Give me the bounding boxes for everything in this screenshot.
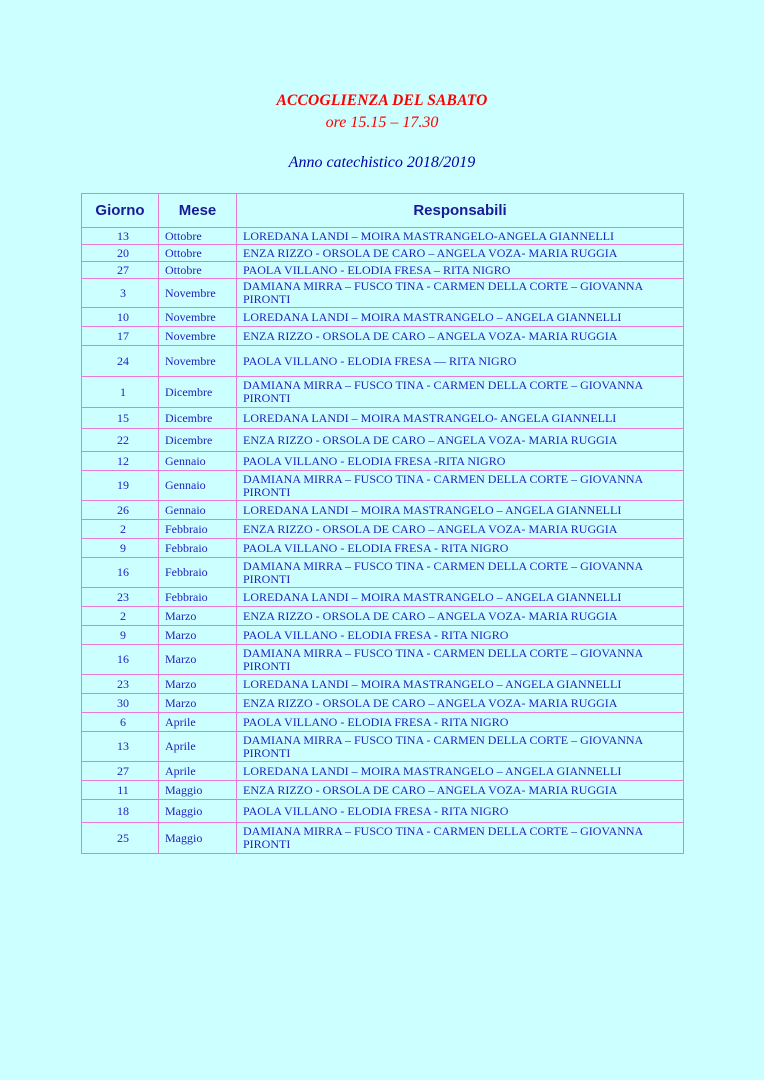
day-cell: 18 xyxy=(82,800,159,823)
responsabili-cell: LOREDANA LANDI – MOIRA MASTRANGELO – ANGELA GIANNELLI xyxy=(237,501,684,520)
table-row xyxy=(82,377,684,408)
month-cell: Febbraio xyxy=(159,558,237,588)
day-cell: 12 xyxy=(82,452,159,471)
day-cell: 16 xyxy=(82,558,159,588)
responsabili-cell: LOREDANA LANDI – MOIRA MASTRANGELO – ANGELA GIANNELLI xyxy=(237,675,684,694)
table-row xyxy=(82,539,684,558)
table-row xyxy=(82,308,684,327)
month-cell: Gennaio xyxy=(159,501,237,520)
month-cell: Marzo xyxy=(159,607,237,626)
day-cell: 25 xyxy=(82,823,159,854)
table-row xyxy=(82,694,684,713)
responsabili-cell: ENZA RIZZO - ORSOLA DE CARO – ANGELA VOZA- MARIA RUGGIA xyxy=(237,327,684,346)
table-row xyxy=(82,732,684,762)
catechism-year: Anno catechistico 2018/2019 xyxy=(288,154,476,171)
responsabili-cell: DAMIANA MIRRA – FUSCO TINA - CARMEN DELLA CORTE – GIOVANNA PIRONTI xyxy=(237,279,684,308)
day-cell: 23 xyxy=(82,588,159,607)
table-row xyxy=(82,346,684,377)
responsabili-cell: ENZA RIZZO - ORSOLA DE CARO – ANGELA VOZA- MARIA RUGGIA xyxy=(237,245,684,262)
month-cell: Febbraio xyxy=(159,539,237,558)
table-row xyxy=(82,501,684,520)
table-row xyxy=(82,607,684,626)
day-cell: 11 xyxy=(82,781,159,800)
table-row xyxy=(82,262,684,279)
table-row xyxy=(82,327,684,346)
responsabili-cell: DAMIANA MIRRA – FUSCO TINA - CARMEN DELLA CORTE – GIOVANNA PIRONTI xyxy=(237,645,684,675)
table-row xyxy=(82,452,684,471)
day-cell: 16 xyxy=(82,645,159,675)
month-cell: Novembre xyxy=(159,279,237,308)
month-cell: Aprile xyxy=(159,732,237,762)
month-cell: Marzo xyxy=(159,675,237,694)
table-row xyxy=(82,675,684,694)
table-row xyxy=(82,626,684,645)
day-cell: 6 xyxy=(82,713,159,732)
month-cell: Febbraio xyxy=(159,520,237,539)
table-row xyxy=(82,408,684,429)
day-cell: 24 xyxy=(82,346,159,377)
table-row xyxy=(82,713,684,732)
table-row xyxy=(82,429,684,452)
responsabili-cell: LOREDANA LANDI – MOIRA MASTRANGELO- ANGELA GIANNELLI xyxy=(237,408,684,429)
table-row xyxy=(82,781,684,800)
month-cell: Dicembre xyxy=(159,429,237,452)
responsabili-cell: LOREDANA LANDI – MOIRA MASTRANGELO – ANGELA GIANNELLI xyxy=(237,588,684,607)
month-cell: Aprile xyxy=(159,713,237,732)
month-cell: Dicembre xyxy=(159,408,237,429)
table-row xyxy=(82,558,684,588)
responsabili-cell: ENZA RIZZO - ORSOLA DE CARO – ANGELA VOZA- MARIA RUGGIA xyxy=(237,429,684,452)
month-cell: Marzo xyxy=(159,626,237,645)
day-cell: 15 xyxy=(82,408,159,429)
month-cell: Gennaio xyxy=(159,452,237,471)
day-cell: 20 xyxy=(82,245,159,262)
responsabili-cell: DAMIANA MIRRA – FUSCO TINA - CARMEN DELLA CORTE – GIOVANNA PIRONTI xyxy=(237,732,684,762)
time-range: ore 15.15 – 17.30 xyxy=(325,114,439,131)
month-cell: Marzo xyxy=(159,645,237,675)
day-cell: 13 xyxy=(82,228,159,245)
month-cell: Maggio xyxy=(159,800,237,823)
month-cell: Gennaio xyxy=(159,471,237,501)
responsabili-cell: LOREDANA LANDI – MOIRA MASTRANGELO – ANGELA GIANNELLI xyxy=(237,308,684,327)
table-row xyxy=(82,588,684,607)
table-row xyxy=(82,762,684,781)
responsabili-cell: ENZA RIZZO - ORSOLA DE CARO – ANGELA VOZA- MARIA RUGGIA xyxy=(237,694,684,713)
month-cell: Aprile xyxy=(159,762,237,781)
header-mese: Mese xyxy=(159,194,237,228)
table-row xyxy=(82,520,684,539)
day-cell: 19 xyxy=(82,471,159,501)
day-cell: 26 xyxy=(82,501,159,520)
header-giorno: Giorno xyxy=(82,194,159,228)
month-cell: Ottobre xyxy=(159,262,237,279)
responsabili-cell: PAOLA VILLANO - ELODIA FRESA - RITA NIGRO xyxy=(237,713,684,732)
month-cell: Febbraio xyxy=(159,588,237,607)
month-cell: Marzo xyxy=(159,694,237,713)
responsabili-cell: PAOLA VILLANO - ELODIA FRESA – RITA NIGRO xyxy=(237,262,684,279)
day-cell: 2 xyxy=(82,520,159,539)
table-row xyxy=(82,228,684,245)
responsabili-cell: DAMIANA MIRRA – FUSCO TINA - CARMEN DELLA CORTE – GIOVANNA PIRONTI xyxy=(237,377,684,408)
day-cell: 1 xyxy=(82,377,159,408)
day-cell: 9 xyxy=(82,626,159,645)
month-cell: Maggio xyxy=(159,823,237,854)
table-row xyxy=(82,245,684,262)
responsabili-cell: LOREDANA LANDI – MOIRA MASTRANGELO – ANGELA GIANNELLI xyxy=(237,762,684,781)
day-cell: 23 xyxy=(82,675,159,694)
table-row xyxy=(82,471,684,501)
month-cell: Ottobre xyxy=(159,228,237,245)
responsabili-cell: PAOLA VILLANO - ELODIA FRESA - RITA NIGRO xyxy=(237,626,684,645)
day-cell: 9 xyxy=(82,539,159,558)
responsabili-cell: ENZA RIZZO - ORSOLA DE CARO – ANGELA VOZA- MARIA RUGGIA xyxy=(237,520,684,539)
responsabili-cell: PAOLA VILLANO - ELODIA FRESA — RITA NIGRO xyxy=(237,346,684,377)
responsabili-cell: PAOLA VILLANO - ELODIA FRESA - RITA NIGRO xyxy=(237,800,684,823)
responsabili-cell: PAOLA VILLANO - ELODIA FRESA - RITA NIGRO xyxy=(237,539,684,558)
month-cell: Maggio xyxy=(159,781,237,800)
table-row xyxy=(82,823,684,854)
day-cell: 13 xyxy=(82,732,159,762)
table-row xyxy=(82,800,684,823)
schedule-table xyxy=(81,193,684,854)
day-cell: 22 xyxy=(82,429,159,452)
header-responsabili: Responsabili xyxy=(237,194,684,228)
month-cell: Dicembre xyxy=(159,377,237,408)
responsabili-cell: DAMIANA MIRRA – FUSCO TINA - CARMEN DELLA CORTE – GIOVANNA PIRONTI xyxy=(237,558,684,588)
month-cell: Ottobre xyxy=(159,245,237,262)
responsabili-cell: PAOLA VILLANO - ELODIA FRESA -RITA NIGRO xyxy=(237,452,684,471)
document-title: ACCOGLIENZA DEL SABATO xyxy=(276,92,488,109)
day-cell: 27 xyxy=(82,262,159,279)
day-cell: 17 xyxy=(82,327,159,346)
responsabili-cell: ENZA RIZZO - ORSOLA DE CARO – ANGELA VOZA- MARIA RUGGIA xyxy=(237,607,684,626)
responsabili-cell: DAMIANA MIRRA – FUSCO TINA - CARMEN DELLA CORTE – GIOVANNA PIRONTI xyxy=(237,823,684,854)
month-cell: Novembre xyxy=(159,308,237,327)
responsabili-cell: ENZA RIZZO - ORSOLA DE CARO – ANGELA VOZA- MARIA RUGGIA xyxy=(237,781,684,800)
table-header-row xyxy=(82,194,684,228)
day-cell: 10 xyxy=(82,308,159,327)
day-cell: 30 xyxy=(82,694,159,713)
table-body xyxy=(82,228,684,854)
day-cell: 2 xyxy=(82,607,159,626)
month-cell: Novembre xyxy=(159,327,237,346)
table-row xyxy=(82,279,684,308)
responsabili-cell: LOREDANA LANDI – MOIRA MASTRANGELO-ANGELA GIANNELLI xyxy=(237,228,684,245)
table-row xyxy=(82,645,684,675)
month-cell: Novembre xyxy=(159,346,237,377)
day-cell: 3 xyxy=(82,279,159,308)
day-cell: 27 xyxy=(82,762,159,781)
responsabili-cell: DAMIANA MIRRA – FUSCO TINA - CARMEN DELLA CORTE – GIOVANNA PIRONTI xyxy=(237,471,684,501)
